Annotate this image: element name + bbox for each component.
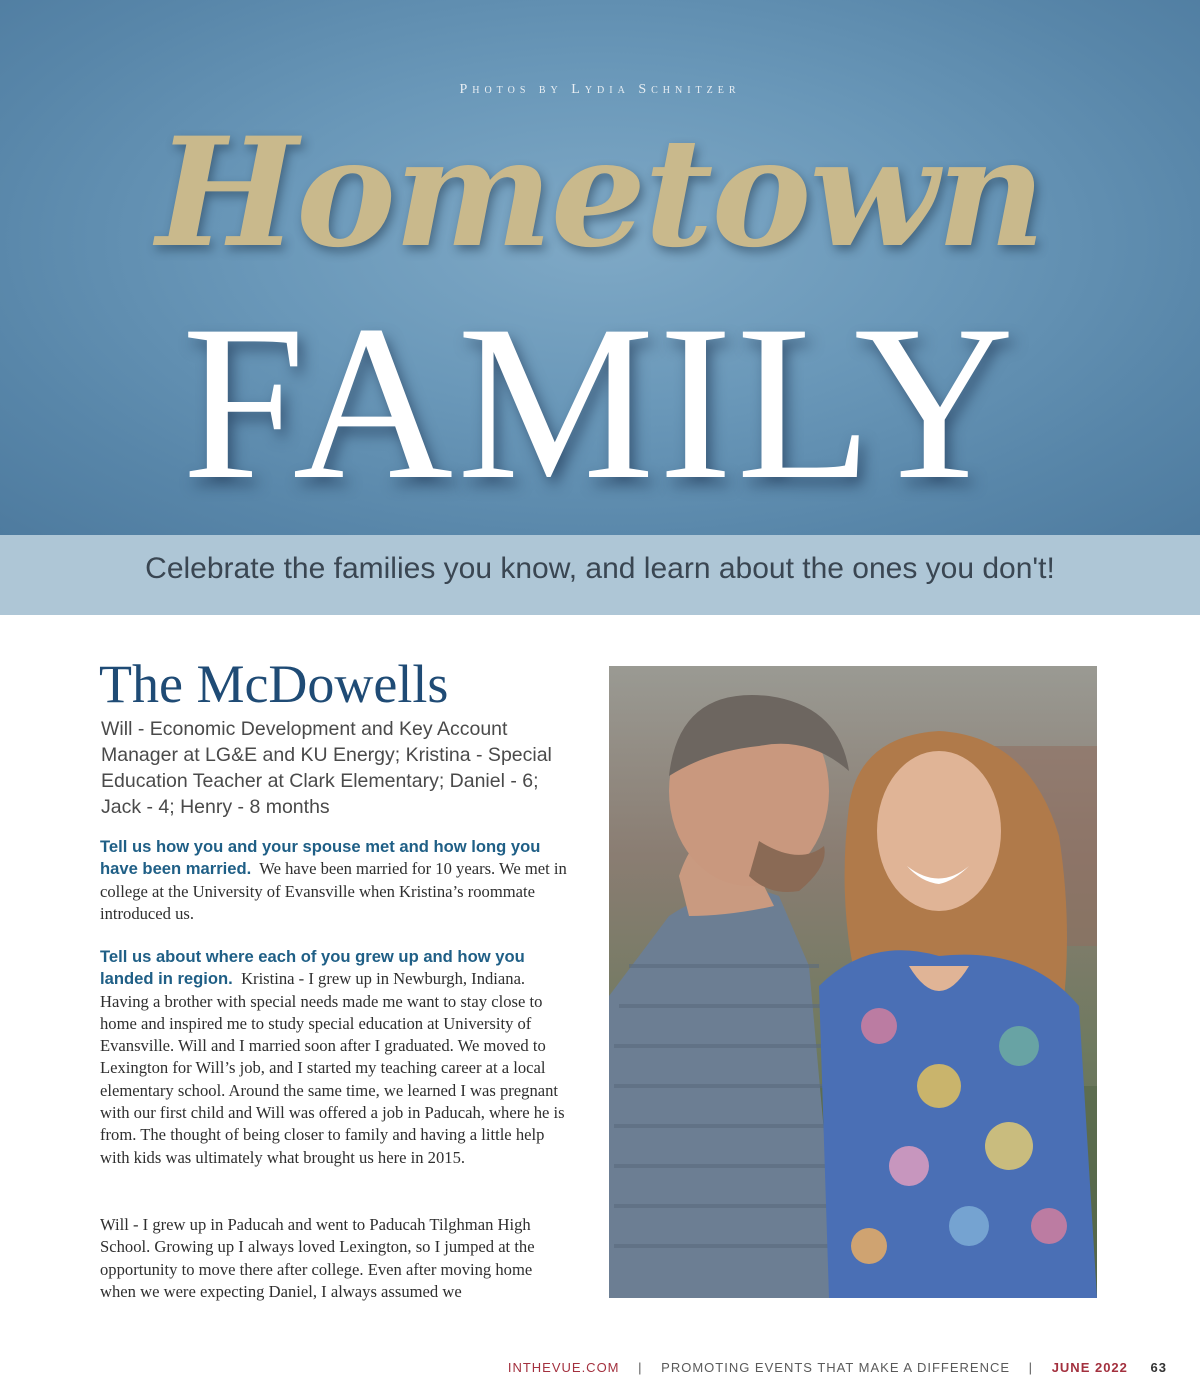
page-footer: [0, 1360, 1167, 1375]
script-title: Hometown: [156, 105, 1044, 281]
qa-block-1: [100, 836, 570, 925]
footer-site: INTHEVUE.COM: [507, 1360, 620, 1375]
couple-photo-illustration: [609, 666, 1097, 1298]
footer-separator-1: |: [638, 1360, 643, 1375]
page-number: 63: [1150, 1360, 1167, 1375]
footer-separator-2: |: [1028, 1360, 1034, 1375]
answer-1: We have been married for 10 years. We met in college at the University of Evansville when Kristina’s roommate introduced us.: [100, 859, 567, 923]
question-2: Tell us about where each of you grew up and how you landed in region.: [100, 947, 525, 989]
photo-credit: Photos by Lydia Schnitzer: [459, 82, 741, 97]
family-photo: [609, 666, 1097, 1298]
continued-paragraph: Will - I grew up in Paducah and went to Paducah Tilghman High School. Growing up I always loved Lexington, so I jumped at the opportunity to move there after college. Even after moving home when we were expecting Daniel, I always assumed we: [100, 1215, 535, 1301]
tagline: Celebrate the families you know, and learn about the ones you don't!: [145, 552, 1055, 585]
family-members: Will - Economic Development and Key Account Manager at LG&E and KU Energy; Kristina - Special Education Teacher at Clark Elementary; Daniel - 6; Jack - 4; Henry - 8 months: [101, 718, 552, 818]
answer-2: Kristina - I grew up in Newburgh, Indiana. Having a brother with special needs made me want to stay close to home and inspired me to study special education at University of Evansville. Will and I married soon after I graduated. We moved to Lexington for Will’s job, and I started my teaching career at a local elementary school. Around the same time, we learned I was pregnant with our first child and Will was offered a job in Paducah, where he is from. The thought of being closer to family and having a little help with kids was ultimately what brought us here in 2015.: [100, 969, 565, 1167]
footer-issue: JUNE 2022: [1051, 1360, 1128, 1375]
main-title: FAMILY: [181, 280, 1019, 526]
question-1: Tell us how you and your spouse met and how long you have been married.: [100, 837, 541, 879]
qa-block-2: [100, 946, 570, 1169]
footer-slogan: PROMOTING EVENTS THAT MAKE A DIFFERENCE: [661, 1360, 1011, 1375]
family-name-heading: The McDowells: [99, 654, 449, 714]
